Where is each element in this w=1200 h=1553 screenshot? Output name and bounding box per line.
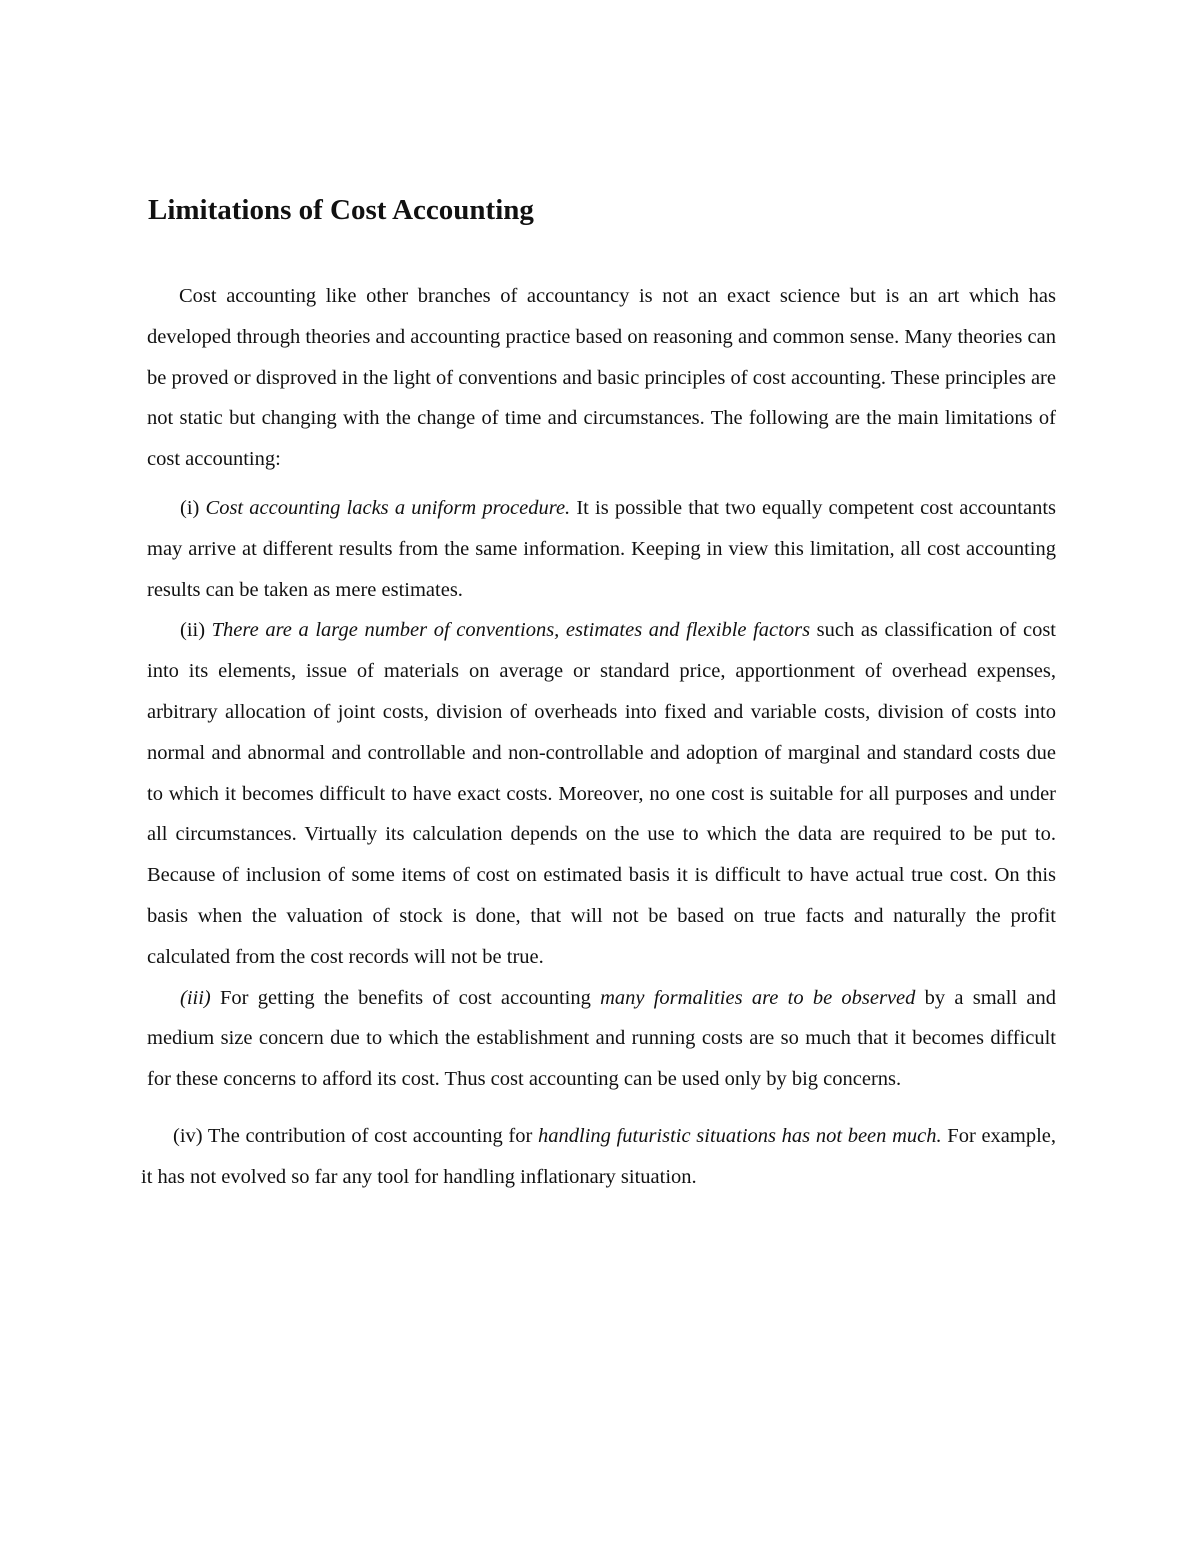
item-text: It is possible that two equally competent cost accountants may arrive at different results from the same information. Keeping in view this limitation, all cost accounting results can be taken as mere estimates. [147, 496, 1057, 601]
item-pre-text: The contribution of cost accounting for [207, 1124, 533, 1147]
limitation-item-3 [147, 978, 1056, 1100]
item-emphasis: Cost accounting lacks a uniform procedure. [205, 496, 571, 519]
item-emphasis: There are a large number of conventions, estimates and flexible factors [211, 619, 811, 642]
document-body [141, 276, 1057, 1198]
limitation-item-2 [147, 610, 1056, 977]
item-emphasis: handling futuristic situations has not been much. [538, 1124, 942, 1147]
limitation-item-4 [141, 1116, 1056, 1198]
document-title: Limitations of Cost Accounting [148, 194, 534, 226]
item-text: For example, it has not evolved so far any tool for handling inflationary situation. [141, 1124, 1057, 1188]
item-pre-text: For getting the benefits of cost accounting [220, 986, 591, 1009]
intro-paragraph: Cost accounting like other branches of accountancy is not an exact science but is an art which has developed through theories and accounting practice based on reasoning and common sense. Many theories can be proved or disproved in the light of conventions and basic principles of cost accounting. These principles are not static but changing with the change of time and circumstances. The following are the main limitations of cost accounting: [147, 285, 1056, 471]
item-text: by a small and medium size concern due to which the establishment and running costs are so much that it becomes difficult for these concerns to afford its cost. Thus cost accounting can be used only by big concerns. [147, 986, 1057, 1091]
item-marker: (iv) [173, 1124, 203, 1147]
limitation-item-1 [147, 488, 1056, 610]
item-text: such as classification of cost into its elements, issue of materials on average or standard price, apportionment of overhead expenses, arbitrary allocation of joint costs, division of overheads into fixed and variable costs, division of costs into normal and abnormal and controllable and non-controllable and adoption of marginal and standard costs due to which it becomes difficult to have exact costs. Moreover, no one cost is suitable for all purposes and under all circumstances. Virtually its calculation depends on the use to which the data are required to be put to. Because of inclusion of some items of cost on estimated basis it is difficult to have actual true cost. On this basis when the valuation of stock is done, that will not be based on true facts and naturally the profit calculated from the cost records will not be true. [147, 619, 1056, 968]
item-marker: (ii) [180, 619, 206, 642]
item-marker: (iii) [180, 986, 211, 1009]
item-marker: (i) [180, 496, 200, 519]
item-emphasis: many formalities are to be observed [600, 986, 916, 1009]
